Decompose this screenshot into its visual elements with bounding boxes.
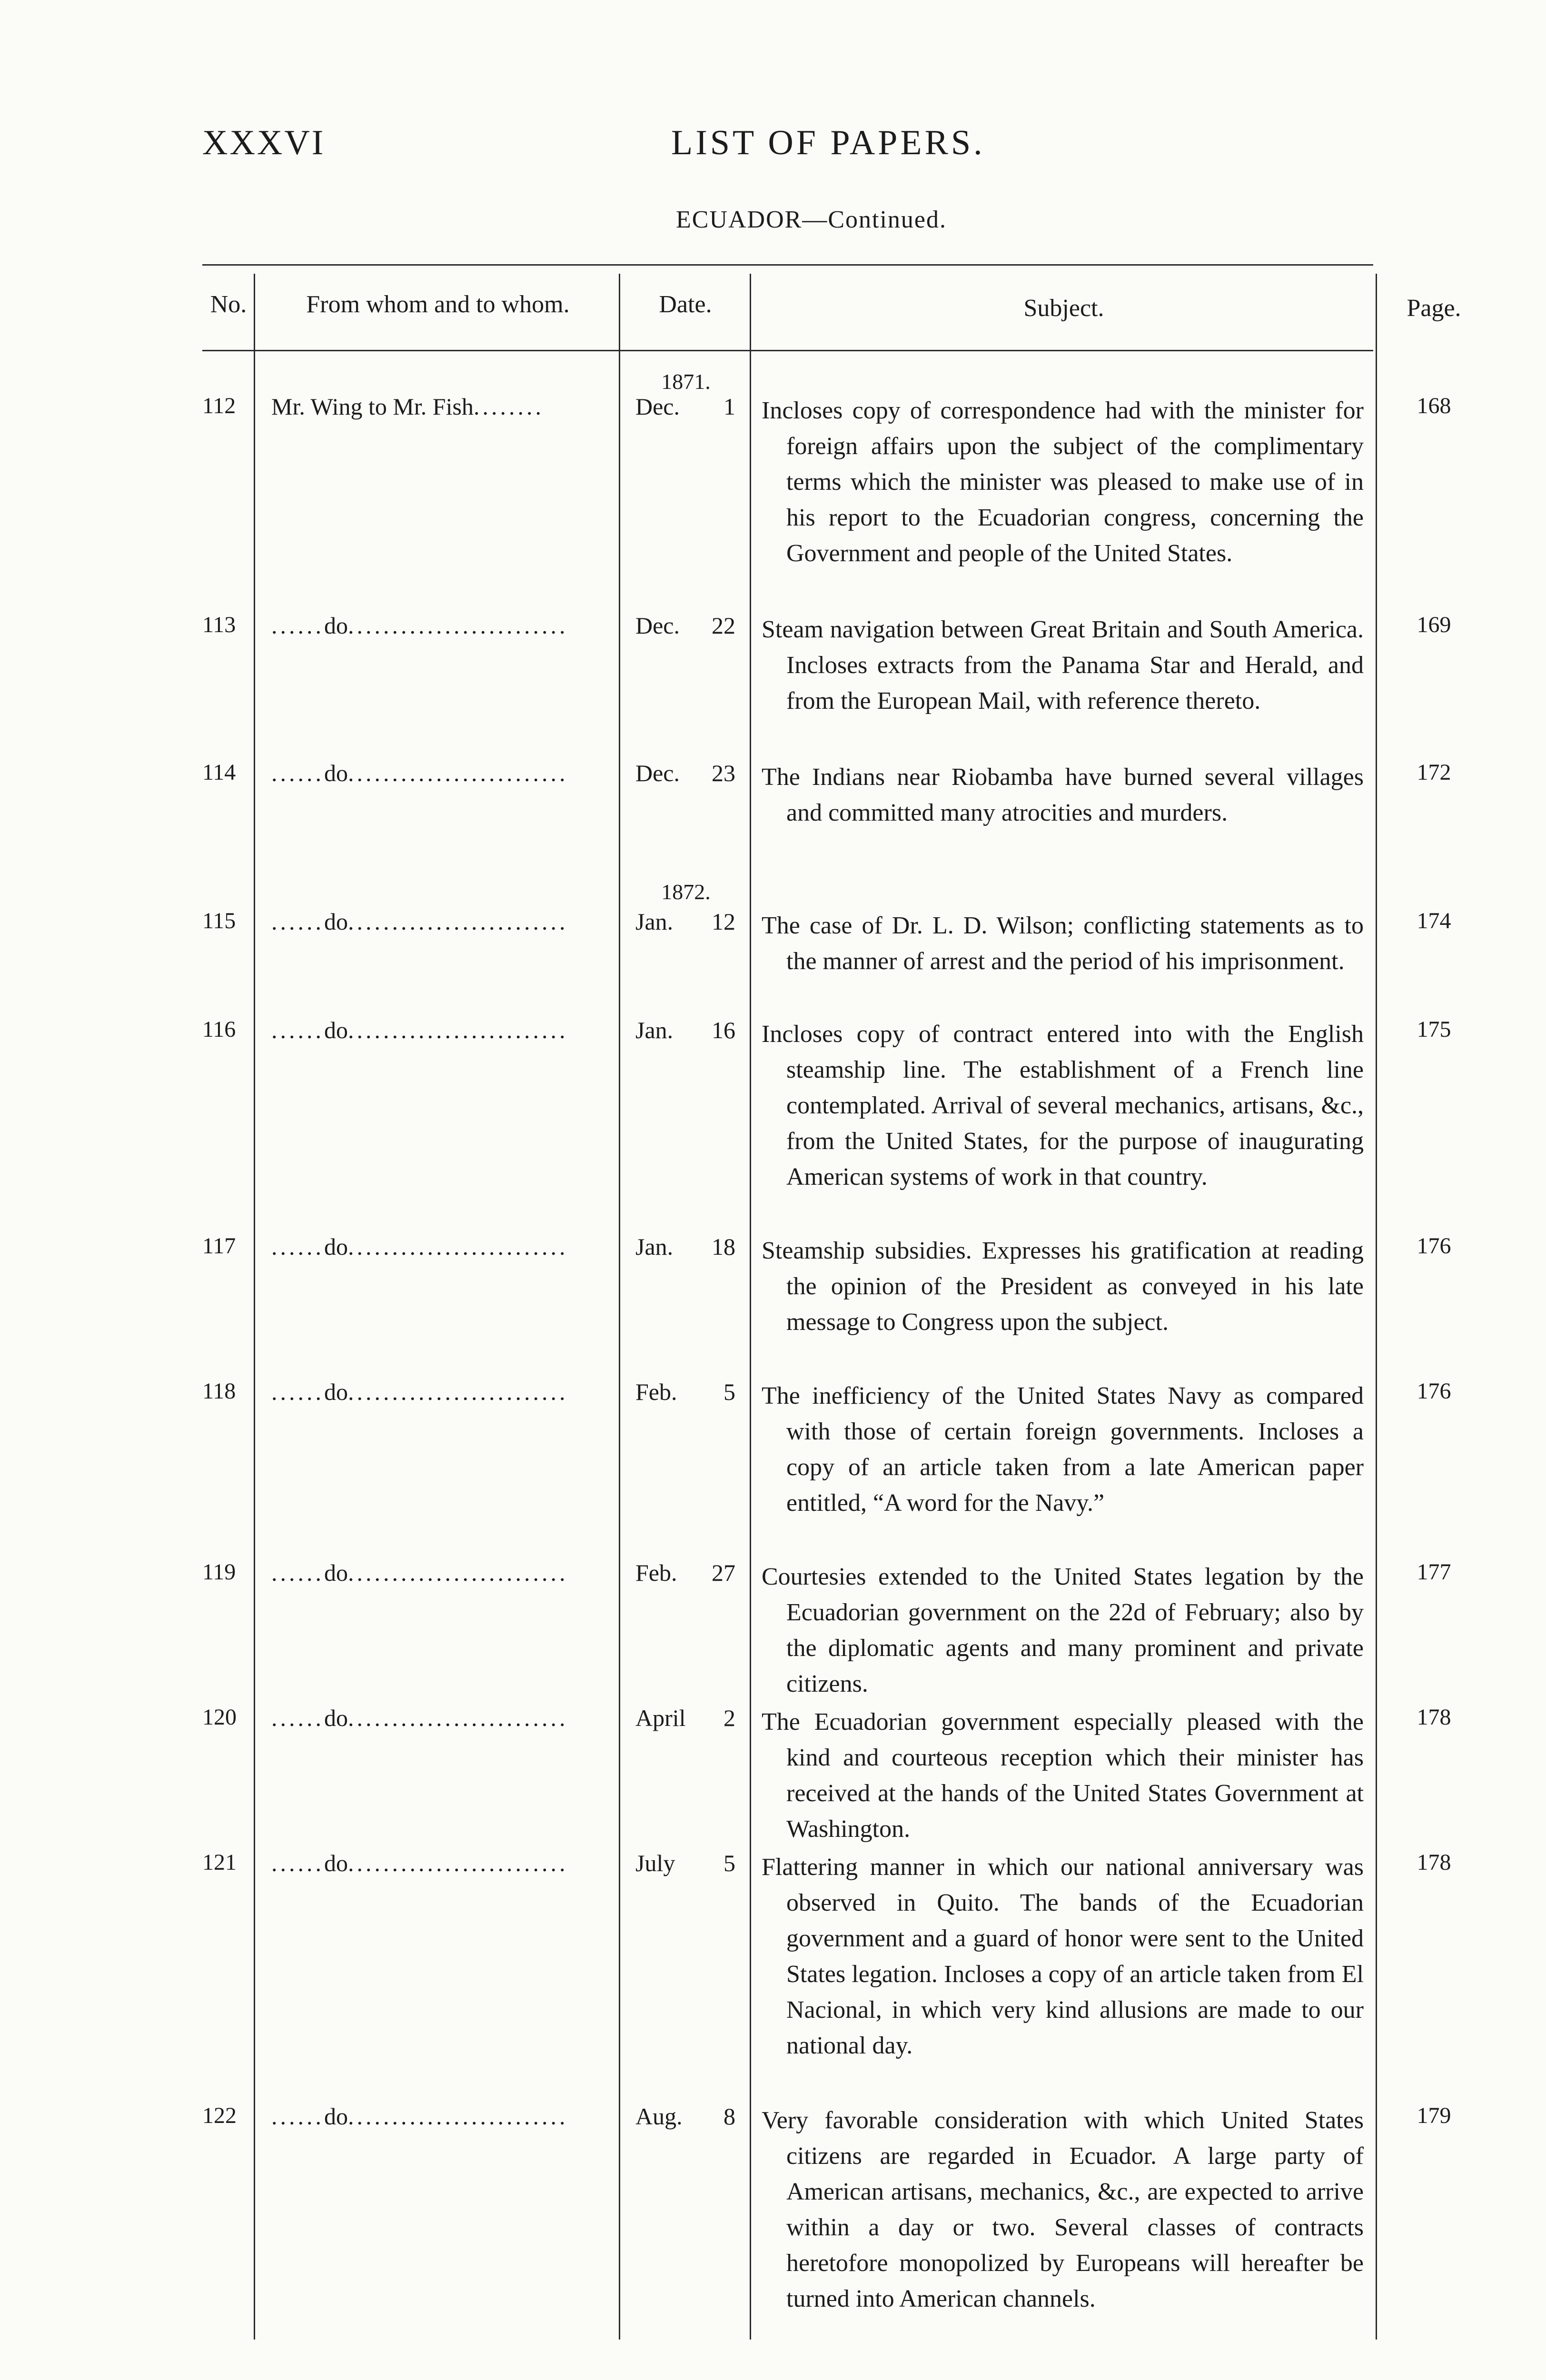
row-from-text: do (324, 1850, 348, 1876)
column-header-page: Page. (1407, 295, 1461, 322)
row-page: 176 (1417, 1378, 1451, 1404)
row-from: Mr. Wing to Mr. Fish........ (271, 393, 544, 420)
row-date (635, 2102, 735, 2130)
row-date (635, 1849, 735, 1877)
row-subject: The Ecuadorian government especially pleased with the kind and courteous reception which their minister has received at the hands of the United States Government at Washington. (762, 1708, 1364, 1843)
row-month: Feb. (635, 1378, 677, 1405)
row-day: 2 (723, 1705, 735, 1731)
row-day: 1 (723, 393, 735, 420)
row-from: ......do......................... (271, 1705, 568, 1731)
row-month: Dec. (635, 612, 680, 639)
row-date (635, 1559, 735, 1587)
row-from-text: do (324, 2103, 348, 2130)
row-from-text: do (324, 760, 348, 786)
column-divider (619, 274, 620, 2340)
row-subject: Steam navigation between Great Britain and South America. Incloses extracts from the Panama Star and Herald, and from the European Mail, with reference thereto. (762, 616, 1364, 714)
row-page: 178 (1417, 1850, 1451, 1875)
row-number: 112 (202, 393, 236, 418)
row-from-text: do (324, 1559, 348, 1586)
row-month: Dec. (635, 760, 680, 786)
row-month: April (635, 1705, 686, 1731)
row-number: 114 (202, 760, 236, 785)
row-subject: Flattering manner in which our national anniversary was observed in Quito. The bands of the Ecuadorian government and a guard of honor were sent to the United States legation. Incloses a copy of an article taken from El Nacional, in which very kind allusions are made to our national day. (762, 1854, 1364, 2059)
row-number: 115 (202, 908, 236, 933)
section-heading: ECUADOR—Continued. (676, 206, 947, 233)
row-from-text: do (324, 1705, 348, 1731)
row-subject: The Indians near Riobamba have burned several villages and committed many atrocities and murders. (762, 764, 1364, 826)
row-date (635, 1378, 735, 1406)
row-month: July (635, 1850, 675, 1876)
row-day: 23 (712, 760, 735, 786)
row-from: ......do......................... (271, 2103, 568, 2130)
row-day: 12 (712, 908, 735, 935)
column-header-subject: Subject. (1023, 295, 1104, 322)
column-divider (254, 274, 255, 2340)
row-from: ......do......................... (271, 1559, 568, 1586)
row-page: 174 (1417, 908, 1451, 933)
row-month: Jan. (635, 1233, 674, 1260)
table-top-rule (202, 264, 1373, 266)
row-month: Jan. (635, 1017, 674, 1043)
row-subject: The inefficiency of the United States Navy as compared with those of certain foreign governments. Incloses a copy of an article taken from a late American paper entitled, “A word for the Navy.” (762, 1382, 1364, 1517)
row-date (635, 393, 735, 420)
row-number: 113 (202, 612, 236, 637)
row-from: ......do......................... (271, 612, 568, 639)
header-bottom-rule (202, 350, 1373, 351)
row-page: 169 (1417, 612, 1451, 637)
row-from: ......do......................... (271, 1233, 568, 1260)
row-from-text: do (324, 908, 348, 935)
row-from-text: do (324, 1378, 348, 1405)
row-from-text: do (324, 612, 348, 639)
row-from: ......do......................... (271, 1378, 568, 1405)
row-from: ......do......................... (271, 1017, 568, 1043)
row-subject: Very favorable consideration with which United States citizens are regarded in Ecuador. A large party of American artisans, mechanics, &c., are expected to arrive within a day or two. Several classes of contracts heretofore monopolized by Europeans will hereafter be turned into American channels. (762, 2107, 1364, 2312)
column-header-date: Date. (659, 291, 712, 318)
row-year: 1872. (661, 880, 711, 904)
row-month: Jan. (635, 908, 674, 935)
page-title: LIST OF PAPERS. (671, 123, 985, 162)
row-number: 116 (202, 1017, 236, 1042)
row-page: 176 (1417, 1233, 1451, 1259)
column-header-from: From whom and to whom. (306, 291, 570, 318)
row-day: 8 (723, 2103, 735, 2130)
row-from: ......do......................... (271, 1850, 568, 1876)
row-day: 22 (712, 612, 735, 639)
row-day: 5 (723, 1378, 735, 1405)
row-page: 179 (1417, 2103, 1451, 2128)
row-date (635, 1233, 735, 1260)
row-page: 172 (1417, 760, 1451, 785)
row-subject: The case of Dr. L. D. Wilson; conflicting statements as to the manner of arrest and the period of his imprisonment. (762, 912, 1364, 975)
row-number: 121 (202, 1850, 237, 1875)
row-day: 27 (712, 1559, 735, 1586)
row-number: 118 (202, 1378, 236, 1404)
column-header-no: No. (210, 291, 247, 318)
row-page: 178 (1417, 1705, 1451, 1730)
row-month: Dec. (635, 393, 680, 420)
row-number: 119 (202, 1559, 236, 1585)
row-subject: Incloses copy of correspondence had with the minister for foreign affairs upon the subject of the complimentary terms which the minister was pleased to make use of in his report to the Ecuadorian congress, concerning the Government and people of the United States. (762, 397, 1364, 567)
row-from-text: do (324, 1233, 348, 1260)
page-number-roman: XXXVI (202, 123, 326, 162)
row-subject: Courtesies extended to the United States legation by the Ecuadorian government on the 22d of February; also by the diplomatic agents and many prominent and private citizens. (762, 1563, 1364, 1697)
row-from-text: Mr. Wing to Mr. Fish (271, 393, 474, 420)
row-month: Feb. (635, 1559, 677, 1586)
column-divider (1376, 274, 1377, 2340)
row-page: 168 (1417, 393, 1451, 418)
row-day: 18 (712, 1233, 735, 1260)
row-from: ......do......................... (271, 908, 568, 935)
row-number: 117 (202, 1233, 236, 1259)
row-date (635, 759, 735, 787)
row-page: 177 (1417, 1559, 1451, 1585)
row-date (635, 1704, 735, 1732)
row-date (635, 1016, 735, 1044)
row-date (635, 612, 735, 639)
row-day: 16 (712, 1017, 735, 1043)
row-page: 175 (1417, 1017, 1451, 1042)
row-from-text: do (324, 1017, 348, 1043)
row-date (635, 908, 735, 935)
row-year: 1871. (661, 369, 711, 394)
row-month: Aug. (635, 2103, 683, 2130)
column-divider (750, 274, 751, 2340)
row-subject: Steamship subsidies. Expresses his gratification at reading the opinion of the President as conveyed in his late message to Congress upon the subject. (762, 1237, 1364, 1336)
row-number: 122 (202, 2103, 237, 2128)
row-day: 5 (723, 1850, 735, 1876)
row-number: 120 (202, 1705, 237, 1730)
row-subject: Incloses copy of contract entered into with the English steamship line. The establishment of a French line contemplated. Arrival of several mechanics, artisans, &c., from the United States, for the purpose of inaugurating American systems of work in that country. (762, 1021, 1364, 1190)
row-from: ......do......................... (271, 760, 568, 786)
